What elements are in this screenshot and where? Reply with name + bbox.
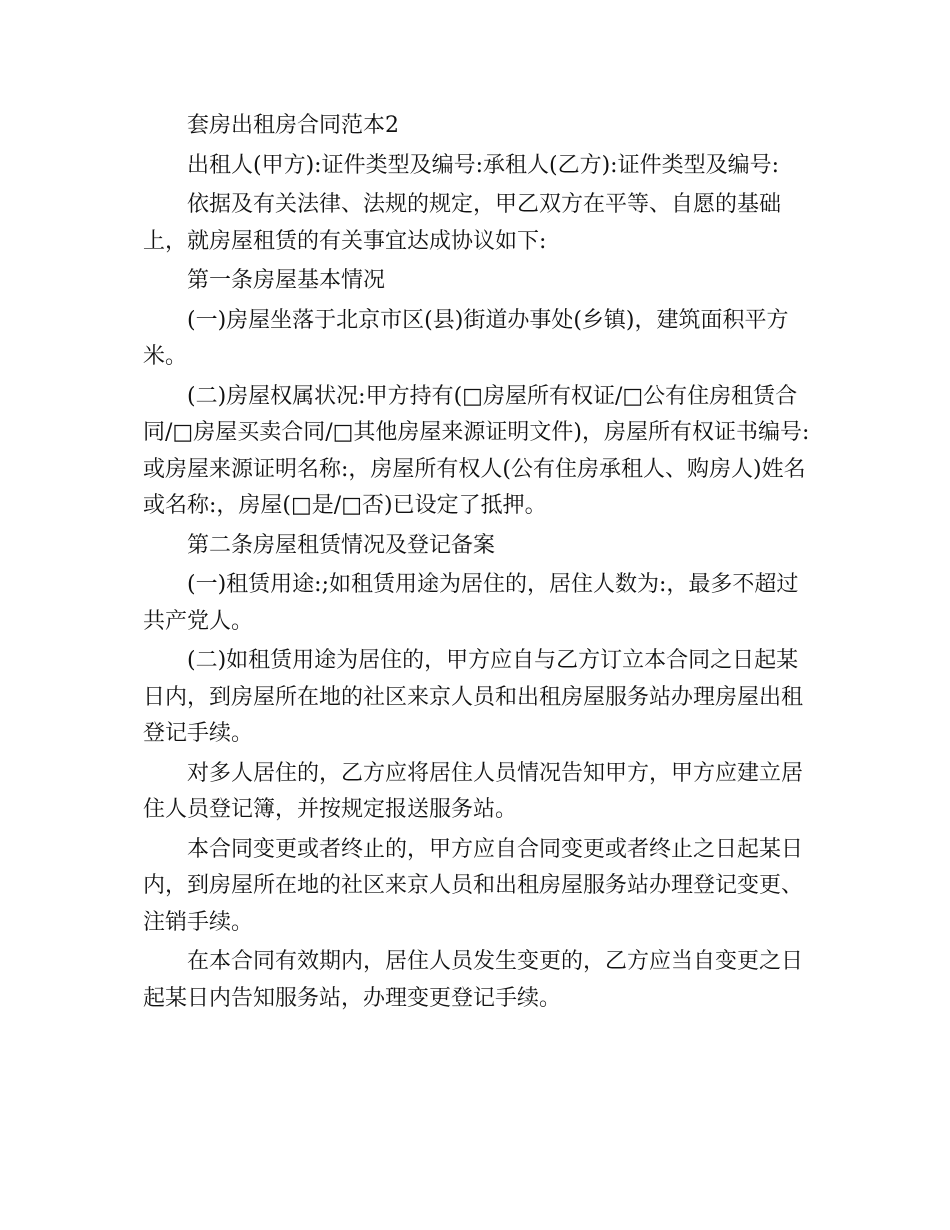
- article-2-heading: 第二条房屋租赁情况及登记备案: [187, 532, 496, 558]
- article-2-paragraph-residents: 对多人居住的，乙方应将居住人员情况告知甲方，甲方应建立居住人员登记簿，并按规定报送服务站。: [143, 760, 804, 822]
- article-2-paragraph-changes: 本合同变更或者终止的，甲方应自合同变更或者终止之日起某日内，到房屋所在地的社区来京人员和出租房屋服务站办理登记变更、注销手续。: [143, 836, 804, 935]
- article-2-paragraph-validity: 在本合同有效期内，居住人员发生变更的，乙方应当自变更之日起某日内告知服务站，办理变更登记手续。: [143, 949, 804, 1011]
- article-2-item-2: (二)如租赁用途为居住的，甲方应自与乙方订立本合同之日起某日内，到房屋所在地的社区来京人员和出租房屋服务站办理房屋出租登记手续。: [143, 648, 804, 746]
- preamble-paragraph: 依据及有关法律、法规的规定，甲乙双方在平等、自愿的基础上，就房屋租赁的有关事宜达成协议如下:: [143, 192, 782, 254]
- document-page: [143, 108, 811, 1017]
- document-title: 套房出租房合同范本2: [187, 113, 399, 138]
- article-1-item-2: (二)房屋权属状况:甲方持有(□房屋所有权证/□公有住房租赁合同/□房屋买卖合同/□其他房屋来源证明文件)，房屋所有权证书编号:或房屋来源证明名称:，房屋所有权人(公有住房承租人、购房人)姓名或名称:，房屋(□是/□否)已设定了抵押。: [143, 383, 810, 518]
- article-1-item-1: (一)房屋坐落于北京市区(县)街道办事处(乡镇)，建筑面积平方米。: [143, 307, 789, 369]
- article-1-heading: 第一条房屋基本情况: [187, 268, 386, 293]
- article-2-item-1: (一)租赁用途:;如租赁用途为居住的，居住人数为:，最多不超过共产党人。: [143, 572, 799, 634]
- parties-paragraph: 出租人(甲方):证件类型及编号:承租人(乙方):证件类型及编号:: [187, 152, 779, 178]
